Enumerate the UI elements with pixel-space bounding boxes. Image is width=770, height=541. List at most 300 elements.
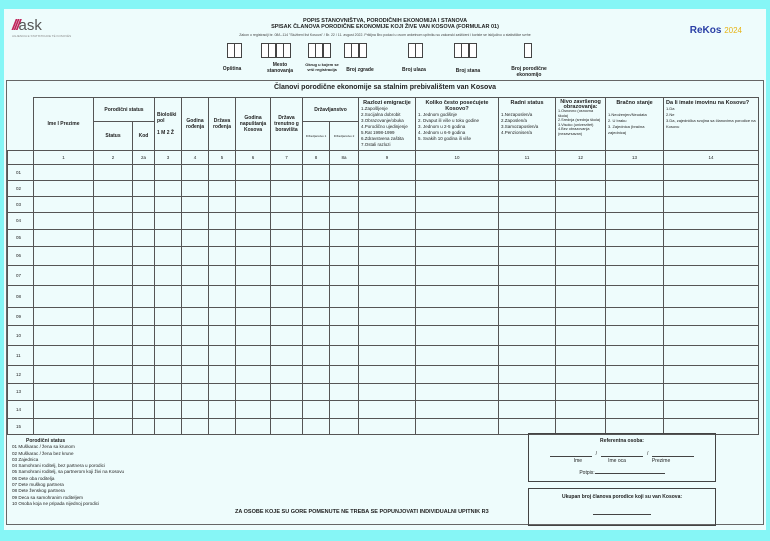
entry-cell[interactable] <box>94 384 133 401</box>
corner-cell <box>8 151 34 165</box>
entry-cell[interactable] <box>303 419 330 435</box>
table-row <box>8 326 759 346</box>
entry-cell[interactable] <box>606 366 664 384</box>
entry-cell[interactable] <box>606 326 664 346</box>
header-reasons: Razlozi emigracije 1.Zapošljenje 2.Socijalna dobrobit 3.Obrazovanje/obuka 4.Porodično ujedinjenje 5.Rat 1998-1999 6.Zdravstvena zaštita 7.Ostali razlozi <box>359 98 416 151</box>
entry-cell[interactable] <box>359 230 416 247</box>
label-father-name: Ime oca <box>608 458 626 464</box>
entry-cell[interactable] <box>271 401 303 419</box>
entry-cell[interactable] <box>330 346 359 366</box>
entry-cell[interactable] <box>271 286 303 308</box>
entry-cell[interactable] <box>236 230 271 247</box>
entry-cell[interactable] <box>416 230 499 247</box>
row-number: 07 <box>8 266 34 286</box>
entry-cell[interactable] <box>359 197 416 213</box>
entry-cell[interactable] <box>359 346 416 366</box>
entry-cell[interactable] <box>606 266 664 286</box>
entry-cell[interactable] <box>556 401 606 419</box>
entry-cell[interactable] <box>556 384 606 401</box>
entry-cell[interactable] <box>359 419 416 435</box>
entry-cell[interactable] <box>94 230 133 247</box>
entry-cell[interactable] <box>155 266 182 286</box>
entry-cell[interactable] <box>236 247 271 266</box>
entry-cell[interactable] <box>182 165 209 181</box>
entry-cell[interactable] <box>664 197 759 213</box>
rekos-logo: ReKos 2024 <box>689 25 742 36</box>
entry-cell[interactable] <box>606 308 664 326</box>
entry-cell[interactable] <box>664 181 759 197</box>
entry-cell[interactable] <box>330 286 359 308</box>
table-row <box>8 308 759 326</box>
entry-cell[interactable] <box>664 326 759 346</box>
entry-cell[interactable] <box>209 384 236 401</box>
entry-cell[interactable] <box>556 165 606 181</box>
entry-cell[interactable] <box>236 213 271 230</box>
entry-cell[interactable] <box>155 401 182 419</box>
column-number: 7 <box>271 151 303 165</box>
entry-cell[interactable] <box>133 266 155 286</box>
entry-cell[interactable] <box>155 366 182 384</box>
entry-cell[interactable] <box>271 384 303 401</box>
entry-cell[interactable] <box>499 197 556 213</box>
column-number: 3 <box>155 151 182 165</box>
entry-cell[interactable] <box>556 286 606 308</box>
entry-cell[interactable] <box>182 230 209 247</box>
entry-cell[interactable] <box>499 266 556 286</box>
table-row <box>8 213 759 230</box>
legend-item: 09 Deca sa samohranim roditeljem <box>12 494 83 500</box>
entry-cell[interactable] <box>133 326 155 346</box>
entry-cell[interactable] <box>416 213 499 230</box>
entry-cell[interactable] <box>209 197 236 213</box>
row-number: 10 <box>8 326 34 346</box>
entry-cell[interactable] <box>209 247 236 266</box>
entry-cell[interactable] <box>236 366 271 384</box>
entry-cell[interactable] <box>499 230 556 247</box>
entry-cell[interactable] <box>209 181 236 197</box>
entry-cell[interactable] <box>34 326 94 346</box>
entry-cell[interactable] <box>416 401 499 419</box>
column-number: 1 <box>34 151 94 165</box>
entry-cell[interactable] <box>94 286 133 308</box>
instruction-note: ZA OSOBE KOJE SU GORE POMENUTE NE TREBA SE POPUNJOVATI INDIVIDUALNI UPITNIK R3 <box>235 509 489 515</box>
entry-cell[interactable] <box>271 230 303 247</box>
mesto-boxes[interactable] <box>261 43 290 58</box>
entry-cell[interactable] <box>556 346 606 366</box>
entry-cell[interactable] <box>236 266 271 286</box>
entry-cell[interactable] <box>664 266 759 286</box>
entry-cell[interactable] <box>303 181 330 197</box>
entry-cell[interactable] <box>359 266 416 286</box>
table-row <box>8 366 759 384</box>
entry-cell[interactable] <box>94 346 133 366</box>
entry-cell[interactable] <box>133 247 155 266</box>
entry-cell[interactable] <box>303 308 330 326</box>
total-title: Ukupan broj članova porodice koji su van Kosova: <box>561 494 683 500</box>
entry-cell[interactable] <box>271 419 303 435</box>
entry-cell[interactable] <box>133 181 155 197</box>
entry-cell[interactable] <box>664 366 759 384</box>
entry-cell[interactable] <box>303 165 330 181</box>
entry-cell[interactable] <box>359 401 416 419</box>
entry-cell[interactable] <box>416 165 499 181</box>
entry-cell[interactable] <box>182 213 209 230</box>
opstina-boxes[interactable] <box>227 43 242 58</box>
table-row <box>8 266 759 286</box>
entry-cell[interactable] <box>271 346 303 366</box>
entry-cell[interactable] <box>359 165 416 181</box>
entry-cell[interactable] <box>236 326 271 346</box>
entry-cell[interactable] <box>664 286 759 308</box>
label-first-name: Ime <box>573 458 583 464</box>
entry-cell[interactable] <box>416 326 499 346</box>
entry-cell[interactable] <box>34 366 94 384</box>
entry-cell[interactable] <box>236 197 271 213</box>
entry-cell[interactable] <box>271 213 303 230</box>
row-number: 14 <box>8 401 34 419</box>
entry-cell[interactable] <box>182 247 209 266</box>
entry-cell[interactable] <box>359 247 416 266</box>
table-row <box>8 401 759 419</box>
entry-cell[interactable] <box>155 247 182 266</box>
entry-cell[interactable] <box>606 286 664 308</box>
entry-cell[interactable] <box>209 165 236 181</box>
entry-cell[interactable] <box>359 326 416 346</box>
entry-cell[interactable] <box>209 326 236 346</box>
header-status: Status <box>94 122 133 151</box>
entry-cell[interactable] <box>416 286 499 308</box>
entry-cell[interactable] <box>416 308 499 326</box>
table-row <box>8 197 759 213</box>
entry-cell[interactable] <box>34 213 94 230</box>
entry-cell[interactable] <box>182 419 209 435</box>
entry-cell[interactable] <box>499 165 556 181</box>
entry-cell[interactable] <box>303 197 330 213</box>
entry-cell[interactable] <box>94 419 133 435</box>
entry-cell[interactable] <box>416 247 499 266</box>
entry-cell[interactable] <box>236 181 271 197</box>
row-number: 11 <box>8 346 34 366</box>
porodica-boxes[interactable] <box>524 43 531 58</box>
row-number: 04 <box>8 213 34 230</box>
entry-cell[interactable] <box>155 181 182 197</box>
entry-cell[interactable] <box>34 247 94 266</box>
entry-cell[interactable] <box>330 266 359 286</box>
header-citizenship: Državljanstvo <box>303 98 359 122</box>
header-left-year: Godina napuštanja Kosova <box>236 98 271 151</box>
entry-cell[interactable] <box>271 326 303 346</box>
entry-cell[interactable] <box>664 346 759 366</box>
members-section <box>6 80 764 525</box>
entry-cell[interactable] <box>155 419 182 435</box>
column-number: 6 <box>236 151 271 165</box>
table-row <box>8 181 759 197</box>
header-citizenship-1: Državljanstvo 1 <box>303 122 330 151</box>
entry-cell[interactable] <box>34 286 94 308</box>
entry-cell[interactable] <box>330 308 359 326</box>
entry-cell[interactable] <box>556 366 606 384</box>
entry-cell[interactable] <box>499 401 556 419</box>
entry-cell[interactable] <box>94 165 133 181</box>
entry-cell[interactable] <box>94 213 133 230</box>
row-number: 01 <box>8 165 34 181</box>
entry-cell[interactable] <box>499 366 556 384</box>
entry-cell[interactable] <box>155 230 182 247</box>
entry-cell[interactable] <box>34 308 94 326</box>
form-page <box>4 9 766 530</box>
entry-cell[interactable] <box>182 366 209 384</box>
entry-cell[interactable] <box>182 346 209 366</box>
entry-cell[interactable] <box>182 308 209 326</box>
entry-cell[interactable] <box>133 419 155 435</box>
entry-cell[interactable] <box>499 286 556 308</box>
entry-cell[interactable] <box>271 165 303 181</box>
entry-cell[interactable] <box>359 384 416 401</box>
row-number: 03 <box>8 197 34 213</box>
entry-cell[interactable] <box>34 384 94 401</box>
entry-cell[interactable] <box>303 346 330 366</box>
entry-cell[interactable] <box>606 165 664 181</box>
entry-cell[interactable] <box>303 247 330 266</box>
entry-cell[interactable] <box>34 230 94 247</box>
entry-cell[interactable] <box>271 197 303 213</box>
form-subtitle: SPISAK ČLANOVA PORODIČNE EKONOMIJE KOJI ŽIVE VAN KOSOVA (FORMULAR 01) <box>271 24 499 30</box>
entry-cell[interactable] <box>133 230 155 247</box>
entry-cell[interactable] <box>182 326 209 346</box>
entry-cell[interactable] <box>606 401 664 419</box>
entry-cell[interactable] <box>182 266 209 286</box>
entry-cell[interactable] <box>34 346 94 366</box>
entry-cell[interactable] <box>416 181 499 197</box>
entry-cell[interactable] <box>359 366 416 384</box>
stan-boxes[interactable] <box>454 43 476 58</box>
entry-cell[interactable] <box>416 419 499 435</box>
entry-cell[interactable] <box>330 326 359 346</box>
entry-cell[interactable] <box>606 384 664 401</box>
column-number: 11 <box>499 151 556 165</box>
zgrada-boxes[interactable] <box>344 43 366 58</box>
entry-cell[interactable] <box>664 230 759 247</box>
entry-cell[interactable] <box>182 384 209 401</box>
entry-cell[interactable] <box>606 346 664 366</box>
entry-cell[interactable] <box>416 346 499 366</box>
entry-cell[interactable] <box>499 308 556 326</box>
entry-cell[interactable] <box>303 213 330 230</box>
entry-cell[interactable] <box>271 247 303 266</box>
entry-cell[interactable] <box>236 286 271 308</box>
entry-cell[interactable] <box>271 308 303 326</box>
entry-cell[interactable] <box>606 197 664 213</box>
entry-cell[interactable] <box>133 213 155 230</box>
entry-cell[interactable] <box>94 266 133 286</box>
entry-cell[interactable] <box>330 419 359 435</box>
entry-cell[interactable] <box>94 181 133 197</box>
entry-cell[interactable] <box>416 366 499 384</box>
entry-cell[interactable] <box>236 384 271 401</box>
entry-cell[interactable] <box>664 308 759 326</box>
entry-cell[interactable] <box>499 247 556 266</box>
entry-cell[interactable] <box>606 230 664 247</box>
column-number: 2 <box>94 151 133 165</box>
entry-cell[interactable] <box>330 366 359 384</box>
column-number: 10 <box>416 151 499 165</box>
entry-cell[interactable] <box>271 181 303 197</box>
table-row <box>8 230 759 247</box>
family-status-legend: Porodični status 01 Muškarac / žena sa krunom 02 Muškarac / žena bez krune 03 Zajednica 04 Samohrani roditelj, bez partnera u porodici 05 Samohrani roditelj, sa partnerom koji živi na Kosovu 06 Dete oba roditelja 07 Dete muškog partnera 08 Dete ženskog partnera 09 Deca sa samohranim roditeljem 10 Osoba koja ne pripada nijednoj porodici <box>12 438 125 506</box>
entry-cell[interactable] <box>209 308 236 326</box>
header-name: Ime I Prezime <box>34 98 94 151</box>
entry-cell[interactable] <box>155 286 182 308</box>
entry-cell[interactable] <box>664 165 759 181</box>
entry-cell[interactable] <box>34 266 94 286</box>
entry-cell[interactable] <box>209 213 236 230</box>
entry-cell[interactable] <box>209 286 236 308</box>
entry-cell[interactable] <box>94 326 133 346</box>
entry-cell[interactable] <box>556 197 606 213</box>
entry-cell[interactable] <box>209 419 236 435</box>
entry-cell[interactable] <box>133 197 155 213</box>
entry-cell[interactable] <box>133 401 155 419</box>
entry-cell[interactable] <box>606 213 664 230</box>
entry-cell[interactable] <box>182 401 209 419</box>
entry-cell[interactable] <box>94 197 133 213</box>
entry-cell[interactable] <box>330 165 359 181</box>
entry-cell[interactable] <box>94 401 133 419</box>
entry-cell[interactable] <box>359 213 416 230</box>
entry-cell[interactable] <box>303 326 330 346</box>
entry-cell[interactable] <box>133 286 155 308</box>
entry-cell[interactable] <box>34 181 94 197</box>
entry-cell[interactable] <box>664 213 759 230</box>
entry-cell[interactable] <box>236 401 271 419</box>
entry-cell[interactable] <box>303 384 330 401</box>
entry-cell[interactable] <box>94 366 133 384</box>
entry-cell[interactable] <box>330 384 359 401</box>
entry-cell[interactable] <box>236 346 271 366</box>
entry-cell[interactable] <box>34 197 94 213</box>
entry-cell[interactable] <box>271 266 303 286</box>
signature-field[interactable]: Potpis: <box>529 470 715 476</box>
entry-cell[interactable] <box>182 286 209 308</box>
entry-cell[interactable] <box>303 266 330 286</box>
entry-cell[interactable] <box>182 197 209 213</box>
entry-cell[interactable] <box>155 326 182 346</box>
entry-cell[interactable] <box>94 308 133 326</box>
entry-cell[interactable] <box>133 346 155 366</box>
entry-cell[interactable] <box>209 346 236 366</box>
entry-cell[interactable] <box>155 197 182 213</box>
entry-cell[interactable] <box>606 181 664 197</box>
entry-cell[interactable] <box>330 230 359 247</box>
entry-cell[interactable] <box>499 181 556 197</box>
entry-cell[interactable] <box>330 247 359 266</box>
legend-item: 01 Muškarac / žena sa krunom <box>12 444 75 450</box>
entry-cell[interactable] <box>556 213 606 230</box>
header-visits: Koliko često posećujete Kosovo? 1. Jednom godišnje 2. Dvaput ili više u toku godine 3. Jednom u 2-5 godina 4. Jednom u 6-9 godina 5. Svakih 10 godina ili više <box>416 98 499 151</box>
entry-cell[interactable] <box>556 326 606 346</box>
entry-cell[interactable] <box>416 384 499 401</box>
entry-cell[interactable] <box>556 230 606 247</box>
entry-cell[interactable] <box>155 308 182 326</box>
entry-cell[interactable] <box>303 366 330 384</box>
entry-cell[interactable] <box>606 247 664 266</box>
entry-cell[interactable] <box>330 401 359 419</box>
header-property: Da li imate imovinu na Kosovu? 1.Da 2.Ne 3.Da, zajednička svojina sa članovima porodice na Kosovu <box>664 98 759 151</box>
entry-cell[interactable] <box>556 181 606 197</box>
entry-cell[interactable] <box>34 419 94 435</box>
reference-name-field[interactable]: / / <box>529 451 715 457</box>
entry-cell[interactable] <box>34 401 94 419</box>
legend-item: 10 Osoba koja ne pripada nijednoj porodici <box>12 500 100 506</box>
entry-cell[interactable] <box>271 366 303 384</box>
entry-cell[interactable] <box>133 165 155 181</box>
entry-cell[interactable] <box>209 266 236 286</box>
entry-cell[interactable] <box>359 286 416 308</box>
entry-cell[interactable] <box>664 384 759 401</box>
entry-cell[interactable] <box>133 366 155 384</box>
entry-cell[interactable] <box>155 384 182 401</box>
entry-cell[interactable] <box>34 165 94 181</box>
entry-cell[interactable] <box>155 346 182 366</box>
entry-cell[interactable] <box>330 181 359 197</box>
label-mesto: Mesto stanovanja <box>266 62 294 74</box>
entry-cell[interactable] <box>133 384 155 401</box>
entry-cell[interactable] <box>359 308 416 326</box>
entry-cell[interactable] <box>359 181 416 197</box>
entry-cell[interactable] <box>556 308 606 326</box>
entry-cell[interactable] <box>664 401 759 419</box>
ulaz-boxes[interactable] <box>408 43 423 58</box>
table-row <box>8 247 759 266</box>
column-number: 14 <box>664 151 759 165</box>
entry-cell[interactable] <box>664 247 759 266</box>
header-sex: Biološki pol <box>157 112 177 124</box>
entry-cell[interactable] <box>209 401 236 419</box>
entry-cell[interactable] <box>499 326 556 346</box>
entry-cell[interactable] <box>303 401 330 419</box>
entry-cell[interactable] <box>236 308 271 326</box>
header-education: Nivo završenog obrazovanja: 1.Osnovno (osnovna škola) 2.Srednja (srednja škola) 3.Visoko (univerzitet) 4.Bez obrazovanja (nezavrsavan) <box>556 98 606 151</box>
label-opstina: Opština <box>222 66 242 72</box>
okrug-boxes[interactable] <box>308 43 330 58</box>
entry-cell[interactable] <box>209 366 236 384</box>
entry-cell[interactable] <box>330 197 359 213</box>
entry-cell[interactable] <box>209 230 236 247</box>
entry-cell[interactable] <box>155 213 182 230</box>
entry-cell[interactable] <box>155 165 182 181</box>
entry-cell[interactable] <box>133 308 155 326</box>
legend-item: 02 Muškarac / žena bez krune <box>12 450 74 456</box>
row-number: 15 <box>8 419 34 435</box>
entry-cell[interactable] <box>499 384 556 401</box>
entry-cell[interactable] <box>416 197 499 213</box>
entry-cell[interactable] <box>236 165 271 181</box>
total-input[interactable] <box>593 514 651 515</box>
entry-cell[interactable] <box>303 230 330 247</box>
entry-cell[interactable] <box>499 346 556 366</box>
entry-cell[interactable] <box>499 213 556 230</box>
entry-cell[interactable] <box>182 181 209 197</box>
ask-logo: ///ask AGJENCIA E STATISTIKAVE TË KOSOVËS <box>12 17 72 38</box>
entry-cell[interactable] <box>556 266 606 286</box>
reference-person-box <box>528 433 716 482</box>
entry-cell[interactable] <box>330 213 359 230</box>
entry-cell[interactable] <box>556 247 606 266</box>
entry-cell[interactable] <box>416 266 499 286</box>
entry-cell[interactable] <box>236 419 271 435</box>
entry-cell[interactable] <box>94 247 133 266</box>
entry-cell[interactable] <box>303 286 330 308</box>
